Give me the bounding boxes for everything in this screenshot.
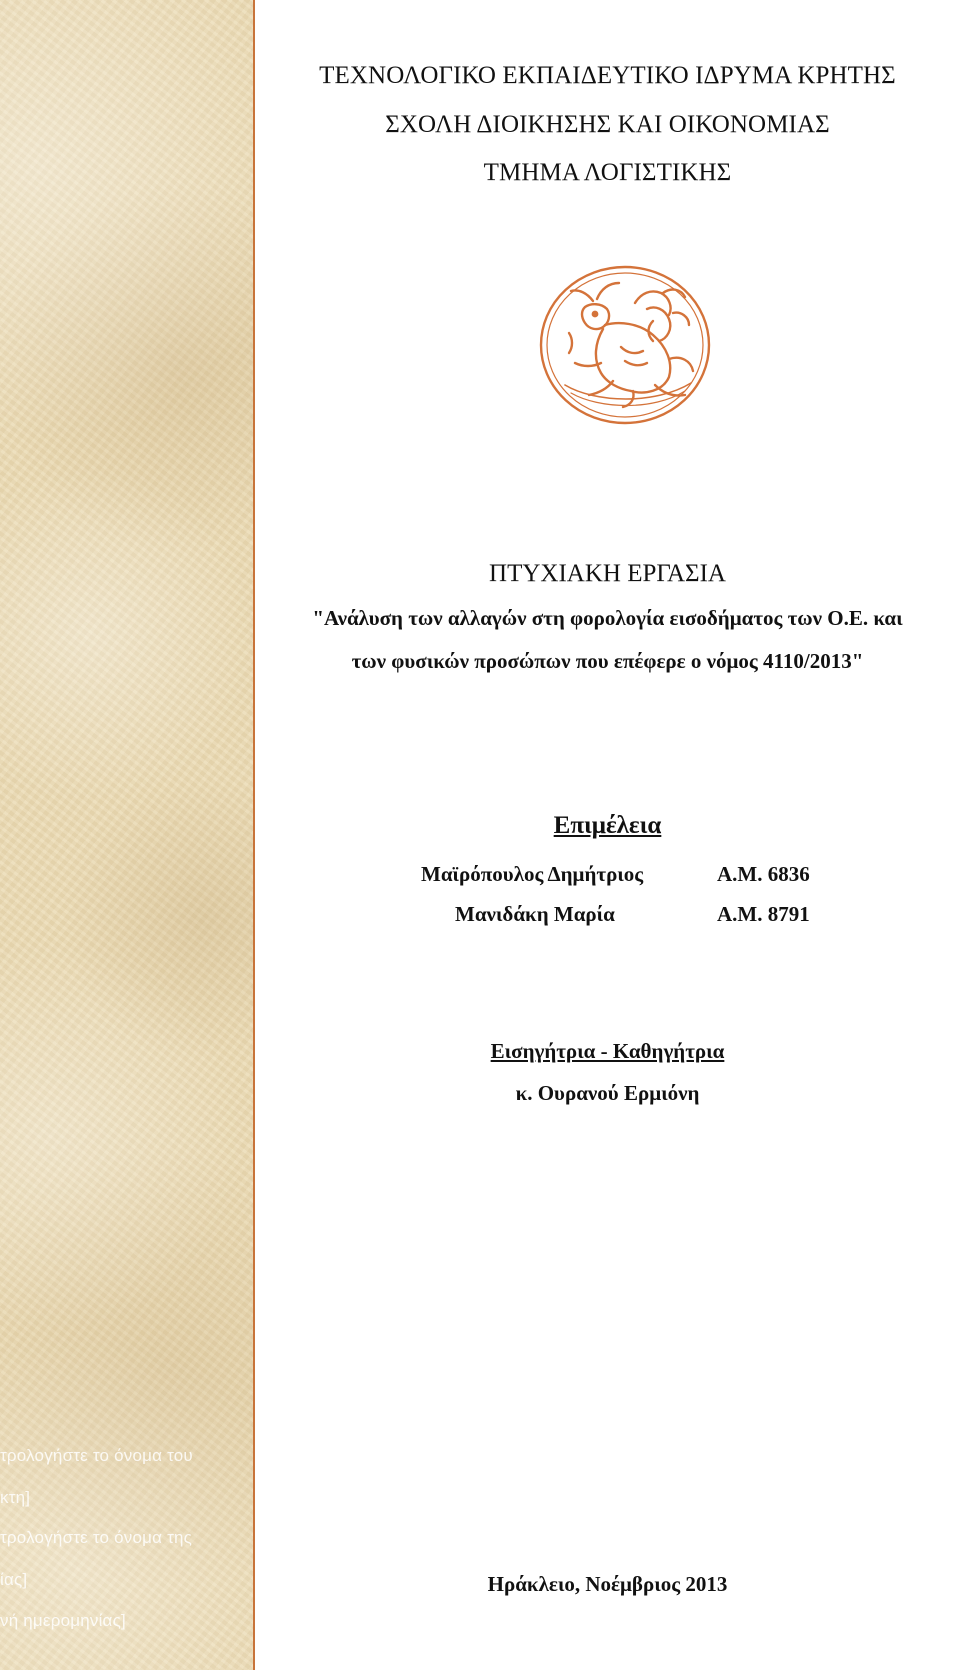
supervisor-label: Εισηγήτρια - Καθηγήτρια — [490, 1039, 725, 1063]
school-name: ΣΧΟΛΗ ΔΙΟΙΚΗΣΗΣ ΚΑΙ ΟΙΚΟΝΟΜΙΑΣ — [385, 111, 830, 138]
author-name: Μαϊρόπουλος Δημήτριος — [421, 862, 644, 886]
department-name: ΤΜΗΜΑ ΛΟΓΙΣΤΙΚΗΣ — [483, 159, 732, 186]
sidebar-placeholder-company-cont[interactable]: ίας] — [0, 1570, 28, 1589]
author-name: Μανιδάκη Μαρία — [455, 902, 615, 926]
author-id: Α.Μ. 6836 — [717, 862, 810, 886]
place-date: Ηράκλειο, Νοέμβριος 2013 — [487, 1572, 728, 1596]
sidebar-placeholder-author[interactable]: τρολογήστε το όνομα του — [0, 1446, 193, 1465]
authors-label: Επιμέλεια — [553, 812, 662, 839]
cover-content — [255, 0, 960, 1670]
sidebar-placeholder-company[interactable]: τρολογήστε το όνομα της — [0, 1528, 193, 1547]
sidebar-texture-panel — [0, 0, 253, 1670]
institution-name: ΤΕΧΝΟΛΟΓΙΚΟ ΕΚΠΑΙΔΕΥΤΙΚΟ ΙΔΡΥΜΑ ΚΡΗΤΗΣ — [319, 62, 896, 89]
institution-seal-icon — [535, 263, 715, 427]
thesis-title-line-1: "Ανάλυση των αλλαγών στη φορολογία εισοδήματος των Ο.Ε. και — [312, 606, 903, 630]
sidebar-placeholder-date[interactable]: νή ημερομηνίας] — [0, 1611, 126, 1630]
author-id: Α.Μ. 8791 — [717, 902, 810, 926]
thesis-heading: ΠΤΥΧΙΑΚΗ ΕΡΓΑΣΙΑ — [489, 560, 726, 587]
sidebar-placeholder-author-cont[interactable]: κτη] — [0, 1488, 31, 1507]
supervisor-name: κ. Ουρανού Ερμιόνη — [515, 1081, 700, 1105]
thesis-title-line-2: των φυσικών προσώπων που επέφερε ο νόμος 4110/2013" — [351, 649, 864, 673]
